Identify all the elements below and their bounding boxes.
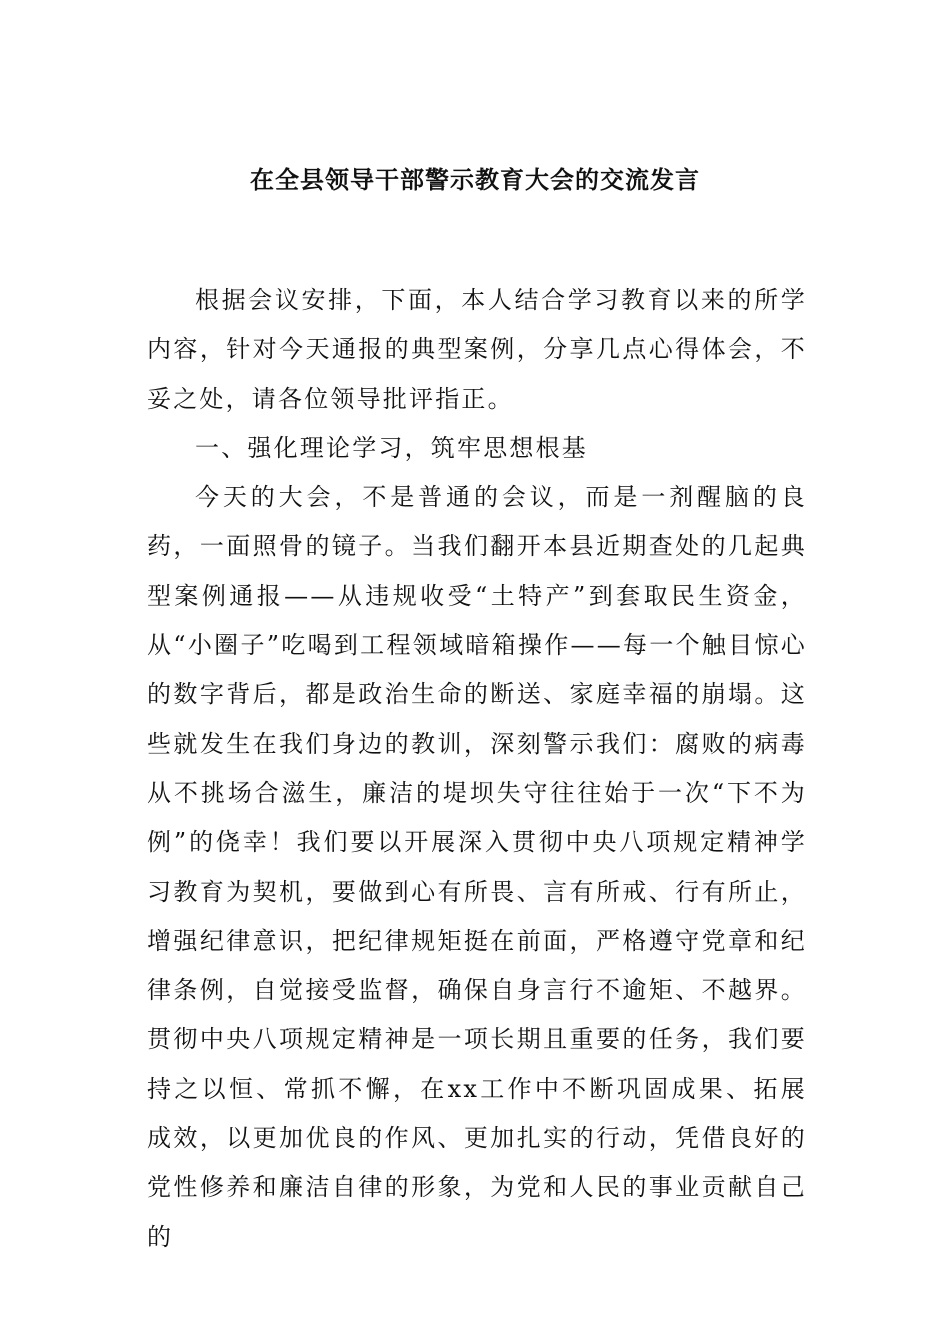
section-heading: 一、强化理论学习，筑牢思想根基: [195, 433, 588, 462]
intro-paragraph: 根据会议安排，下面，本人结合学习教育以来的所学内容，针对今天通报的典型案例，分享几点心得体会，不妥之处，请各位领导批评指正。: [147, 286, 807, 413]
document-body: [147, 276, 807, 1262]
document-title: 在全县领导干部警示教育大会的交流发言: [250, 165, 700, 194]
section-paragraph: 今天的大会，不是普通的会议，而是一剂醒脑的良药，一面照骨的镜子。当我们翻开本县近期查处的几起典型案例通报——从违规收受“土特产”到套取民生资金，从“小圈子”吃喝到工程领域暗箱操作——每一个触目惊心的数字背后，都是政治生命的断送、家庭幸福的崩塌。这些就发生在我们身边的教训，深刻警示我们：腐败的病毒从不挑场合滋生，廉洁的堤坝失守往往始于一次“下不为例”的侥幸！我们要以开展深入贯彻中央八项规定精神学习教育为契机，要做到心有所畏、言有所戒、行有所止，增强纪律意识，把纪律规矩挺在前面，严格遵守党章和纪律条例，自觉接受监督，确保自身言行不逾矩、不越界。贯彻中央八项规定精神是一项长期且重要的任务，我们要持之以恒、常抓不懈，在xx工作中不断巩固成果、拓展成效，以更加优良的作风、更加扎实的行动，凭借良好的党性修养和廉洁自律的形象，为党和人民的事业贡献自己的: [147, 483, 807, 1251]
